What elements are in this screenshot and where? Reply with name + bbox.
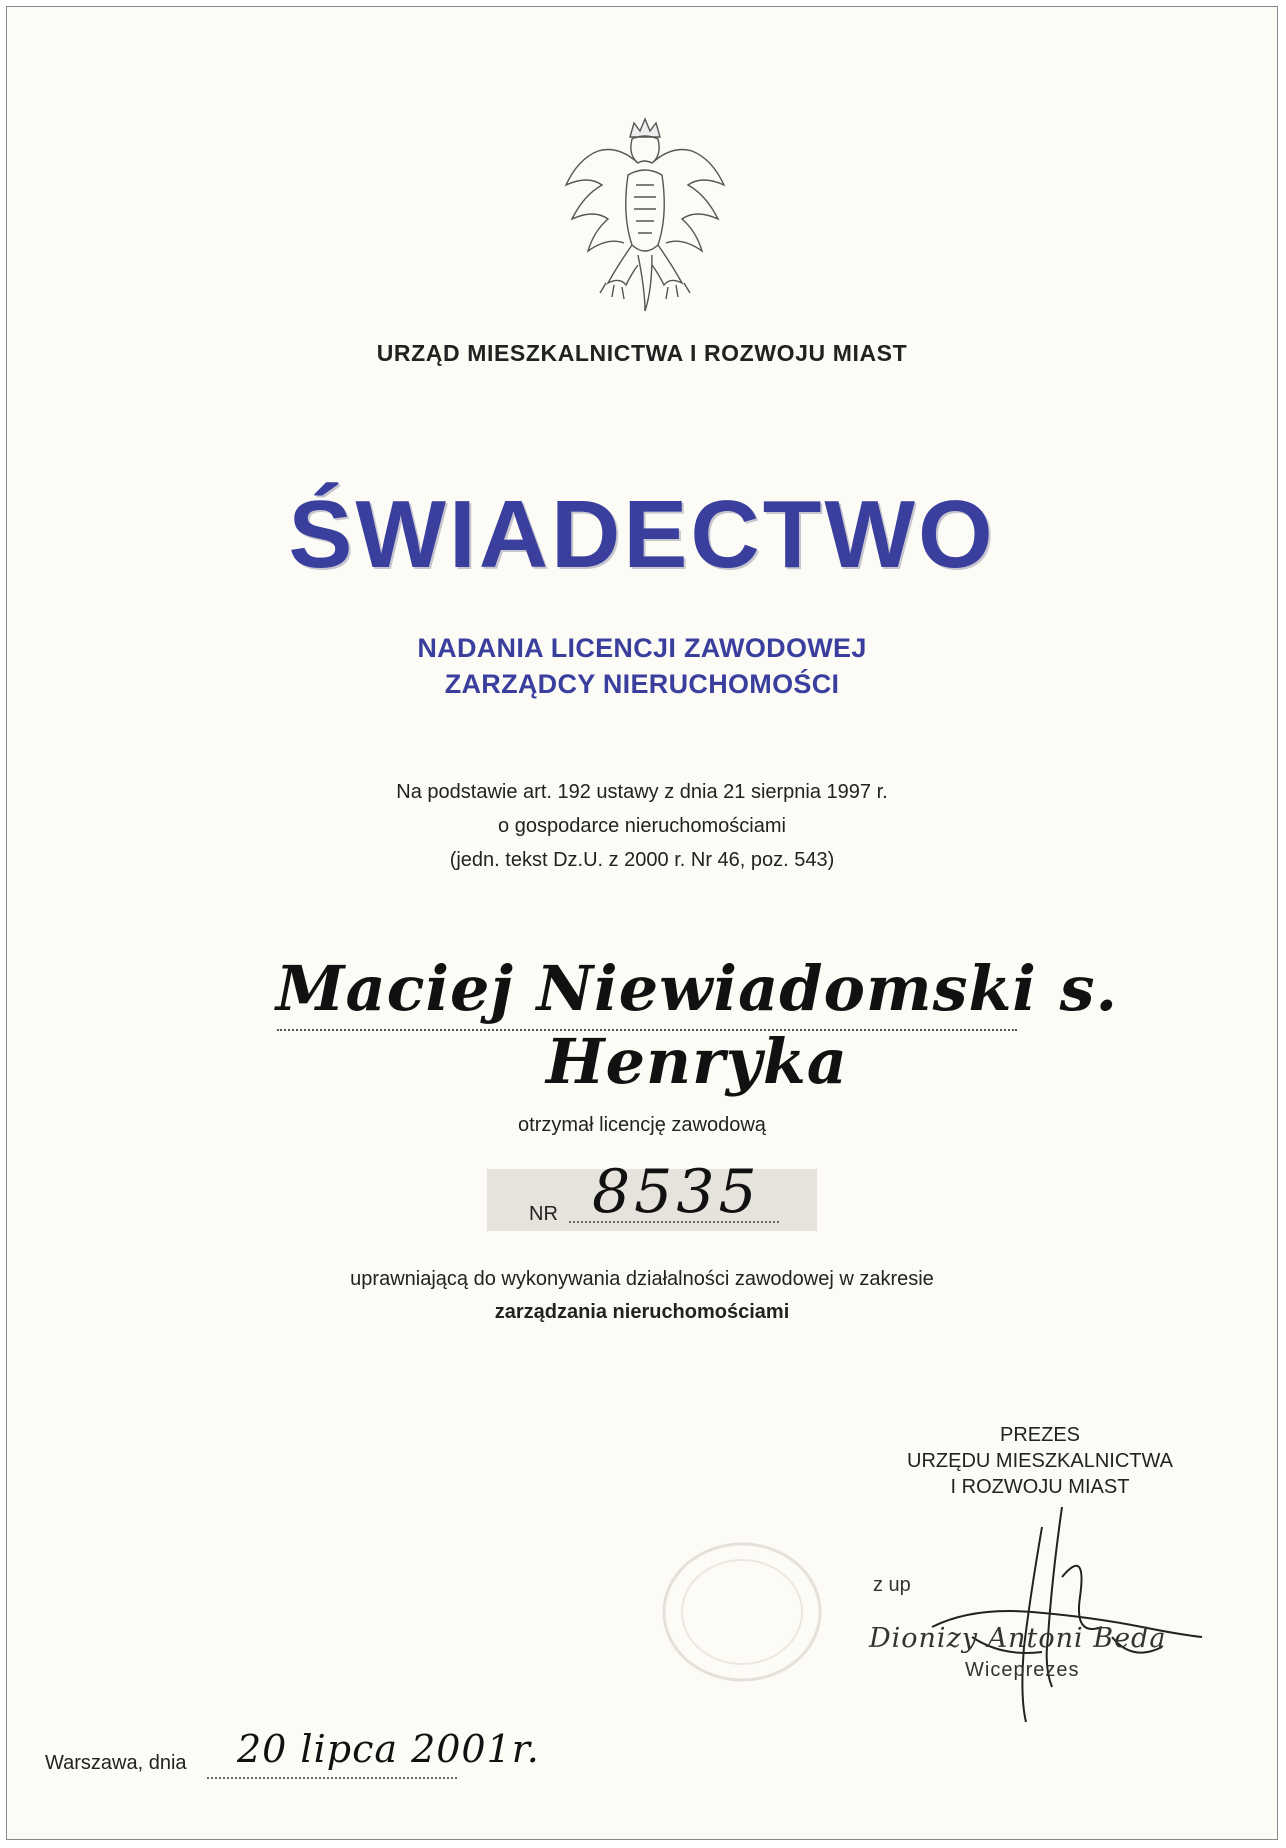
signatory-title-line2: URZĘDU MIESZKALNICTWA [907, 1450, 1173, 1472]
legal-basis-line1: Na podstawie art. 192 ustawy z dnia 21 sierpnia 1997 r. [396, 781, 888, 803]
embossed-seal-icon [657, 1537, 827, 1687]
on-behalf-label: z up [873, 1574, 911, 1596]
issuing-authority: URZĄD MIESZKALNICTWA I ROZWOJU MIAST [376, 340, 908, 366]
legal-basis-line2: o gospodarce nieruchomościami [498, 815, 786, 837]
certificate-subtitle-line2: ZARZĄDCY NIERUCHOMOŚCI [444, 669, 840, 699]
place-label: Warszawa, dnia [45, 1752, 187, 1774]
certificate-page [6, 6, 1278, 1840]
handwritten-signature-icon [912, 1487, 1212, 1727]
certificate-subtitle-line1: NADANIA LICENCJI ZAWODOWEJ [417, 633, 867, 663]
issue-date: 20 lipca 2001r. [237, 1727, 540, 1771]
signer-role: Wiceprezes [965, 1659, 1080, 1681]
license-number-label: NR [529, 1203, 558, 1225]
entitlement-line1: uprawniającą do wykonywania działalności zawodowej w zakresie [350, 1268, 934, 1290]
recipient-name: Maciej Niewiadomski s. Henryka [275, 952, 1119, 1098]
certificate-title: ŚWIADECTWO [288, 481, 996, 588]
signer-name: Dionizy Antoni Beda [869, 1623, 1167, 1654]
legal-basis-line3: (jedn. tekst Dz.U. z 2000 r. Nr 46, poz. 543) [449, 849, 835, 871]
signatory-title-line1: PREZES [999, 1424, 1081, 1446]
entitlement-scope: zarządzania nieruchomościami [494, 1301, 790, 1323]
crowned-eagle-icon [558, 115, 732, 315]
date-dotted-line [207, 1777, 457, 1779]
license-number: 8535 [592, 1157, 761, 1227]
received-license-text: otrzymał licencję zawodową [518, 1114, 766, 1136]
signatory-title-line3: I ROZWOJU MIAST [950, 1476, 1130, 1498]
